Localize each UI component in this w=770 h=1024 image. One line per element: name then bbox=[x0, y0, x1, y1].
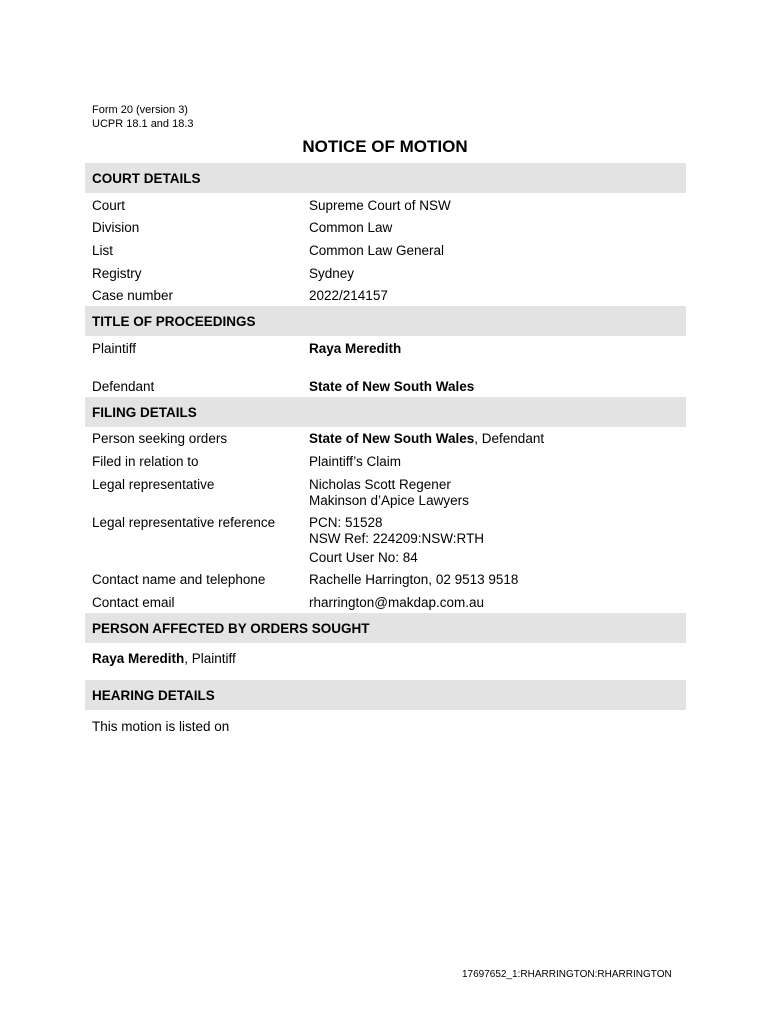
legal-reference-nsw-ref: NSW Ref: 224209:NSW:RTH bbox=[309, 531, 485, 546]
contact-value: Rachelle Harrington, 02 9513 9518 bbox=[309, 572, 519, 587]
case-number-label: Case number bbox=[92, 288, 174, 303]
form-version: Form 20 (version 3) bbox=[92, 104, 188, 116]
person-seeking-orders-value bbox=[309, 431, 544, 447]
document-title bbox=[0, 137, 770, 157]
legal-reference-court-user: Court User No: 84 bbox=[309, 550, 418, 565]
hearing-details-text: This motion is listed on bbox=[92, 719, 230, 734]
plaintiff-label: Plaintiff bbox=[92, 341, 137, 356]
form-rules: UCPR 18.1 and 18.3 bbox=[92, 118, 194, 130]
document-title-text: NOTICE OF MOTION bbox=[302, 137, 468, 156]
title-of-proceedings-header bbox=[85, 306, 686, 336]
legal-reference-value bbox=[309, 515, 484, 566]
title-of-proceedings-heading: TITLE OF PROCEEDINGS bbox=[92, 314, 256, 329]
contact-email-value: rharrington@makdap.com.au bbox=[309, 595, 485, 610]
defendant-value: State of New South Wales bbox=[309, 379, 475, 394]
case-number-value: 2022/214157 bbox=[309, 288, 388, 303]
hearing-details-header bbox=[85, 680, 686, 710]
filed-in-relation-label: Filed in relation to bbox=[92, 454, 199, 469]
hearing-details-heading: HEARING DETAILS bbox=[92, 688, 215, 703]
person-affected-value bbox=[92, 651, 236, 667]
plaintiff-value: Raya Meredith bbox=[309, 341, 402, 356]
contact-email-label: Contact email bbox=[92, 595, 175, 610]
legal-representative-label: Legal representative bbox=[92, 477, 215, 492]
legal-reference-label: Legal representative reference bbox=[92, 515, 276, 530]
filed-in-relation-value: Plaintiff’s Claim bbox=[309, 454, 402, 469]
court-details-header bbox=[85, 163, 686, 193]
person-seeking-orders-label: Person seeking orders bbox=[92, 431, 228, 446]
form-reference bbox=[92, 103, 194, 131]
filing-details-header bbox=[85, 397, 686, 427]
person-seeking-orders-name: State of New South Wales bbox=[309, 431, 475, 446]
document-footer-id: 17697652_1:RHARRINGTON:RHARRINGTON bbox=[462, 969, 672, 980]
person-seeking-orders-role: , Defendant bbox=[474, 431, 545, 446]
defendant-label: Defendant bbox=[92, 379, 155, 394]
division-value: Common Law bbox=[309, 220, 393, 235]
legal-representative-value bbox=[309, 477, 469, 509]
filing-details-heading: FILING DETAILS bbox=[92, 405, 197, 420]
legal-representative-firm: Makinson d’Apice Lawyers bbox=[309, 493, 469, 508]
division-label: Division bbox=[92, 220, 140, 235]
registry-label: Registry bbox=[92, 266, 142, 281]
legal-reference-pcn: PCN: 51528 bbox=[309, 515, 383, 530]
court-details-heading: COURT DETAILS bbox=[92, 171, 201, 186]
person-affected-header bbox=[85, 613, 686, 643]
registry-value: Sydney bbox=[309, 266, 355, 281]
court-label: Court bbox=[92, 198, 126, 213]
person-affected-role: , Plaintiff bbox=[184, 651, 236, 666]
list-label: List bbox=[92, 243, 114, 258]
list-value: Common Law General bbox=[309, 243, 445, 258]
court-value: Supreme Court of NSW bbox=[309, 198, 451, 213]
legal-representative-name: Nicholas Scott Regener bbox=[309, 477, 451, 492]
contact-label: Contact name and telephone bbox=[92, 572, 266, 587]
person-affected-name: Raya Meredith bbox=[92, 651, 185, 666]
person-affected-heading: PERSON AFFECTED BY ORDERS SOUGHT bbox=[92, 621, 370, 636]
